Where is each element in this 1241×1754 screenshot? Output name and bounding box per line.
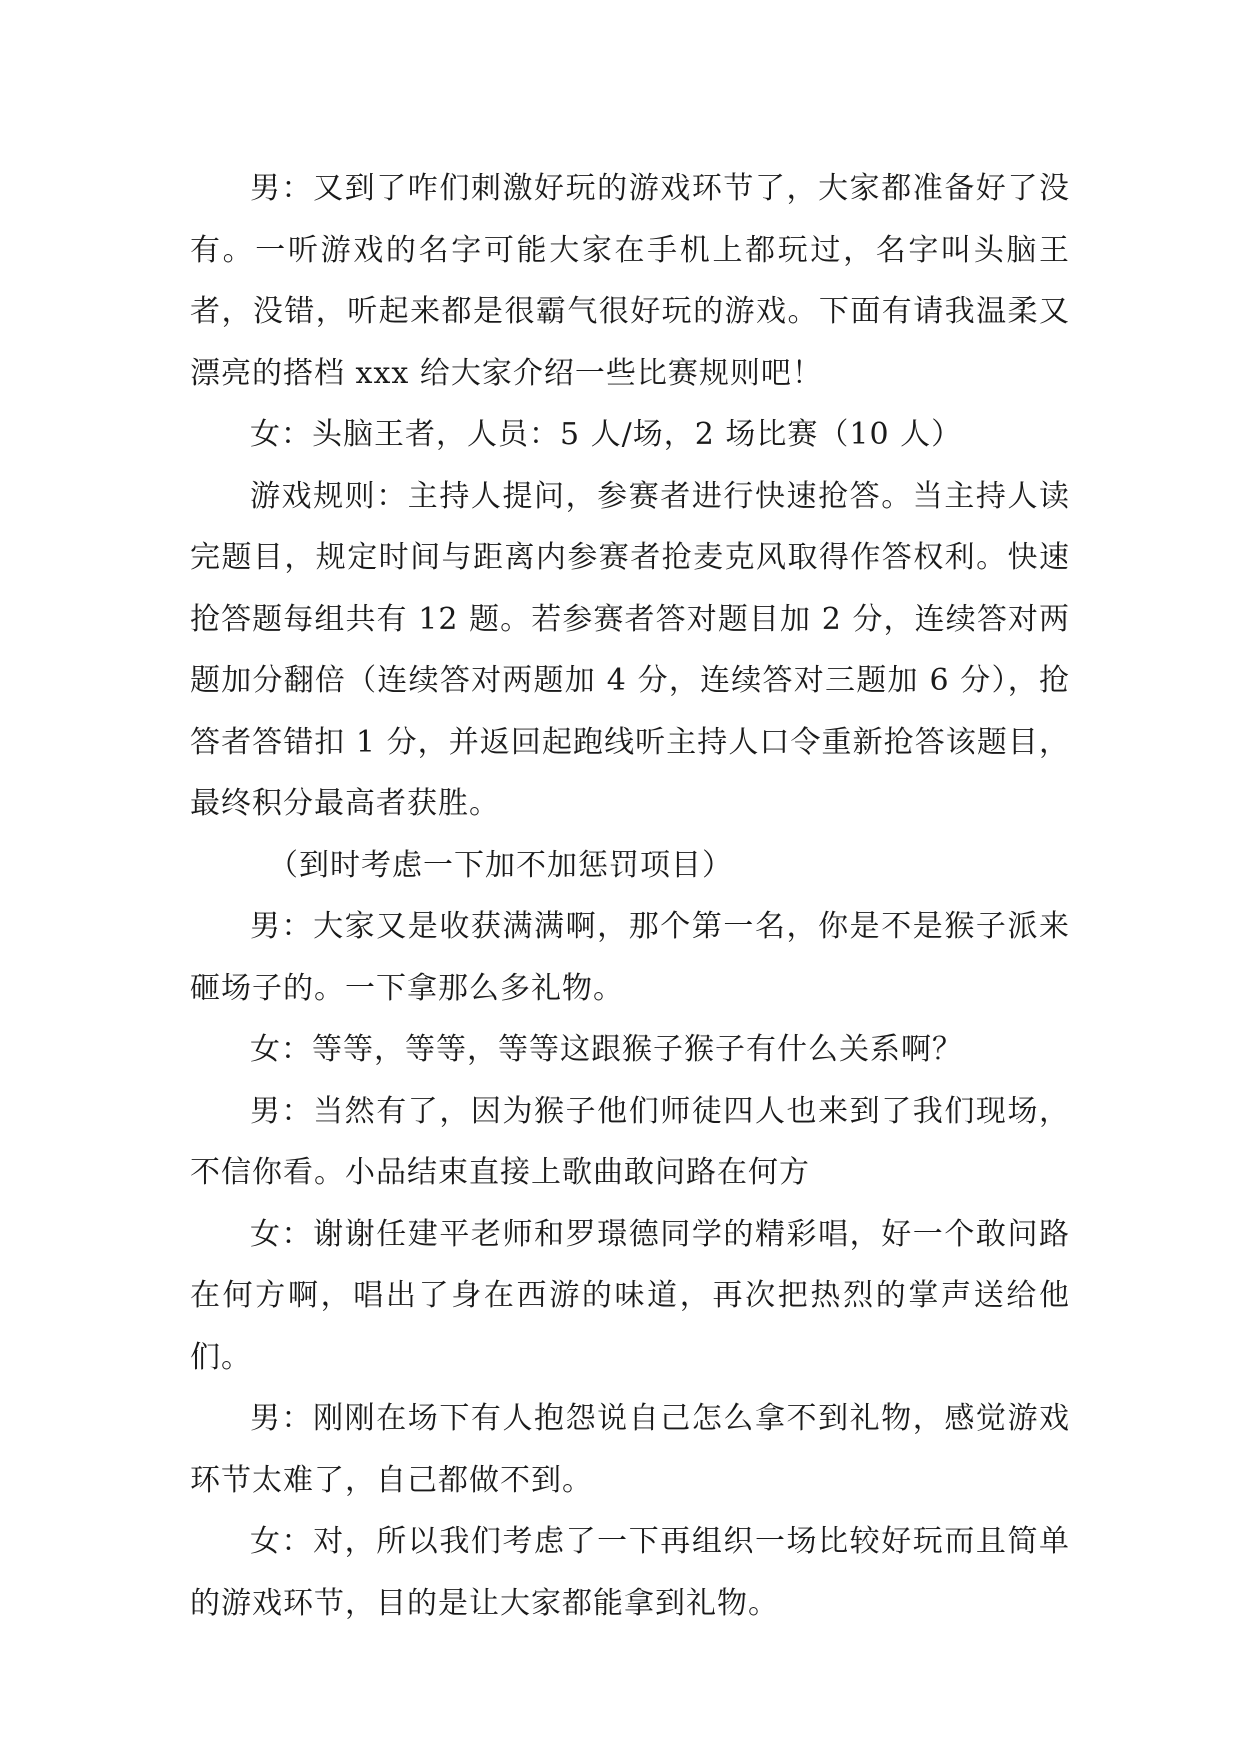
paragraph-host-male-winner: 男：大家又是收获满满啊，那个第一名，你是不是猴子派来砸场子的。一下拿那么多礼物。: [190, 909, 1070, 1006]
paragraph-host-female-question: 女：等等，等等，等等这跟猴子猴子有什么关系啊？: [250, 1032, 963, 1067]
paragraph-host-female-game-info: 女：头脑王者，人员：5 人/场，2 场比赛（10 人）: [250, 417, 963, 452]
paragraph-host-male-intro: 男：又到了咋们刺激好玩的游戏环节了，大家都准备好了没有。一听游戏的名字可能大家在手机上都玩过，名字叫头脑王者，没错，听起来都是很霸气很好玩的游戏。下面有请我温柔又漂亮的搭档 xxx 给大家介绍一些比赛规则吧！: [190, 171, 1070, 391]
paragraph-host-male-skit: 男：当然有了，因为猴子他们师徒四人也来到了我们现场，不信你看。小品结束直接上歌曲敢问路在何方: [190, 1093, 1070, 1190]
paragraph-penalty-note: （到时考虑一下加不加惩罚项目）: [268, 847, 733, 883]
paragraph-game-rules: 游戏规则：主持人提问，参赛者进行快速抢答。当主持人读完题目，规定时间与距离内参赛者抢麦克风取得作答权利。快速抢答题每组共有 12 题。若参赛者答对题目加 2 分，连续答对两题加分翻倍（连续答对两题加 4 分，连续答对三题加 6 分），抢答者答错扣 1 分，并返回起跑线听主持人口令重新抢答该题目，最终积分最高者获胜。: [190, 478, 1070, 821]
document-body: [190, 158, 1070, 1634]
paragraph-host-male-complaint: 男：刚刚在场下有人抱怨说自己怎么拿不到礼物，感觉游戏环节太难了，自己都做不到。: [190, 1401, 1070, 1498]
paragraph-host-female-thanks: 女：谢谢任建平老师和罗璟德同学的精彩唱，好一个敢问路在何方啊，唱出了身在西游的味道，再次把热烈的掌声送给他们。: [190, 1216, 1070, 1375]
paragraph-host-female-next-game: 女：对，所以我们考虑了一下再组织一场比较好玩而且简单的游戏环节，目的是让大家都能拿到礼物。: [190, 1524, 1070, 1621]
